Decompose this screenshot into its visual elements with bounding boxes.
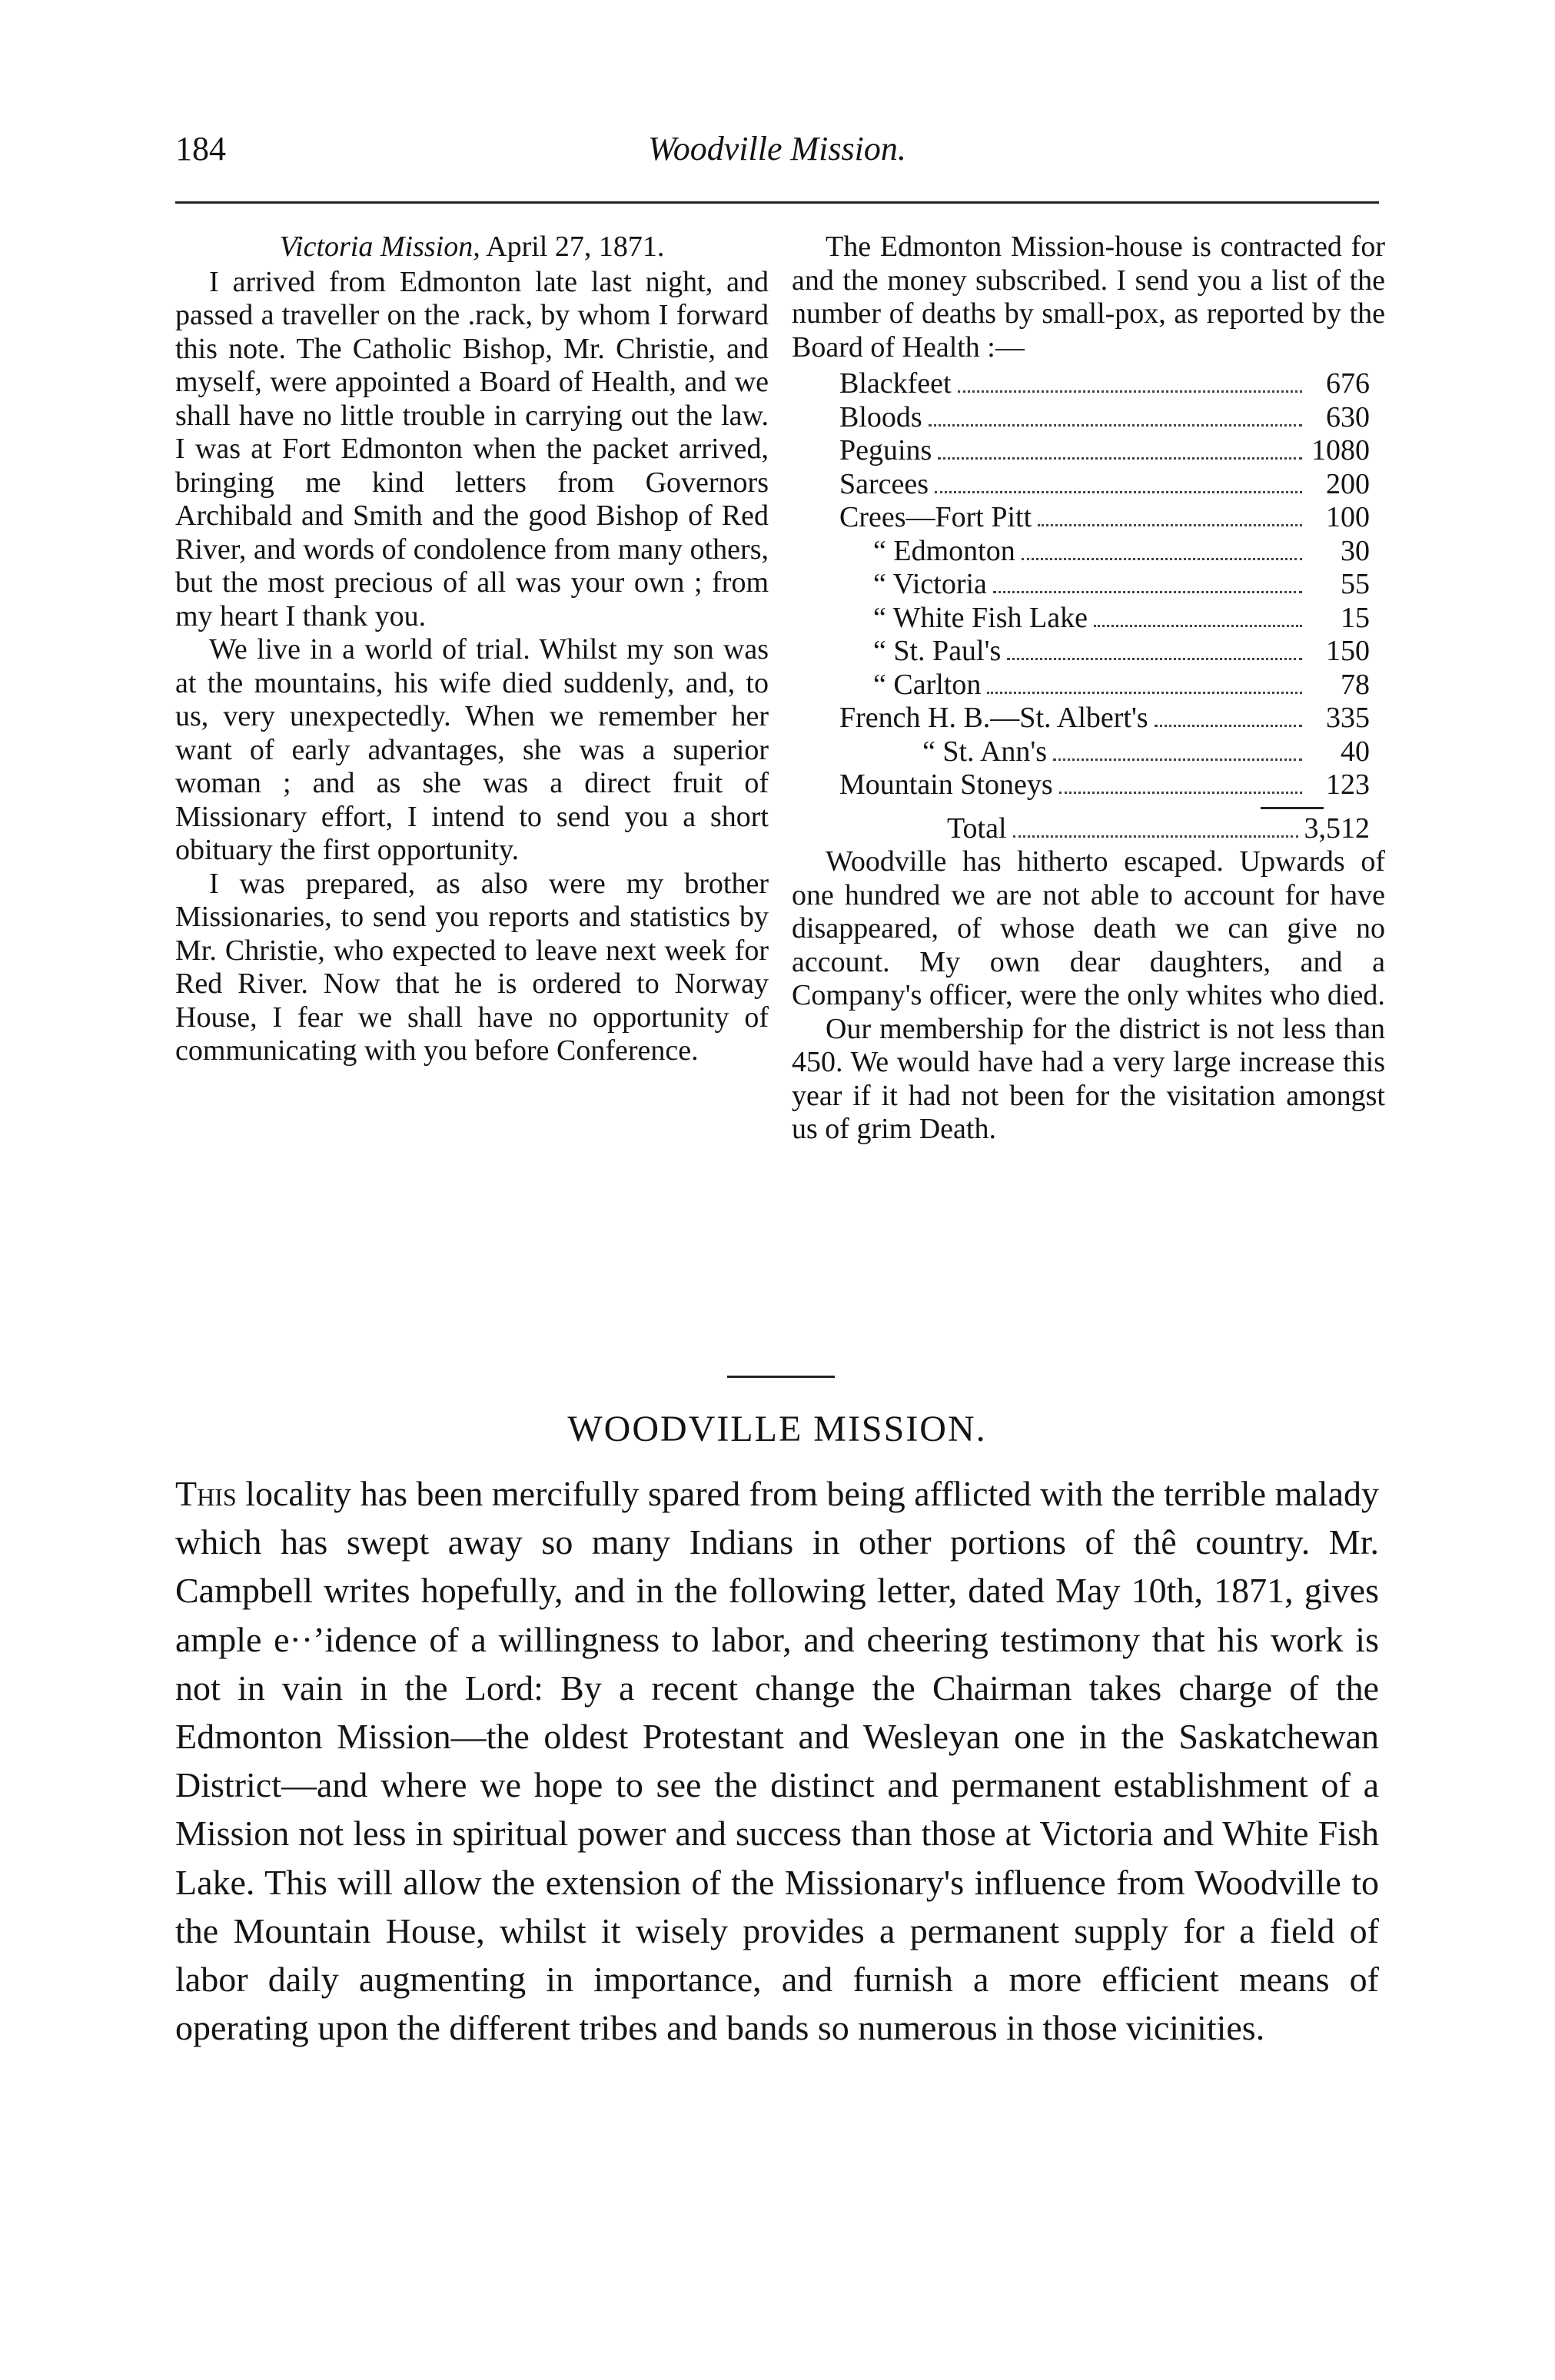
deaths-label: French H. B.—St. Albert's	[839, 702, 1148, 734]
letter-paragraph: Our membership for the district is not less than 450. We would have had a very large increase this year if it had not been for the visitation amongst us of grim Death.	[792, 1012, 1385, 1145]
total-value: 3,512	[1304, 812, 1370, 845]
deaths-row	[839, 434, 1370, 468]
total-rule	[1261, 807, 1324, 809]
letter-paragraph: The Edmonton Mission-house is contracted for and the money subscribed. I send you a list of the number of deaths by small-pox, as reported by the Board of Health :—	[792, 231, 1385, 363]
deaths-row	[839, 535, 1370, 569]
deaths-value: 78	[1341, 668, 1370, 701]
deaths-value: 200	[1326, 467, 1370, 500]
deaths-label: “ White Fish Lake	[873, 601, 1088, 634]
deaths-row	[839, 669, 1370, 702]
running-title: Woodville Mission.	[648, 130, 906, 168]
deaths-row	[839, 702, 1370, 735]
leader-dots	[938, 457, 1302, 460]
deaths-row	[839, 568, 1370, 602]
letter-dateline	[175, 231, 769, 264]
deaths-label: Sarcees	[839, 467, 929, 500]
deaths-row	[839, 367, 1370, 401]
deaths-total-row	[839, 812, 1370, 846]
deaths-value: 40	[1341, 735, 1370, 768]
section-heading: WOODVILLE MISSION.	[567, 1409, 987, 1449]
page-header	[175, 129, 1379, 175]
leader-dots	[987, 692, 1302, 694]
lead-word: This	[175, 1474, 237, 1513]
leader-dots	[1007, 658, 1302, 660]
leader-dots	[1022, 558, 1302, 560]
deaths-row	[839, 401, 1370, 435]
deaths-value: 123	[1326, 768, 1370, 801]
leader-dots	[1053, 758, 1302, 761]
page-number: 184	[175, 130, 226, 168]
deaths-label: Crees—Fort Pitt	[839, 501, 1032, 533]
header-rule	[175, 201, 1379, 204]
leader-dots	[1094, 625, 1302, 627]
letter-paragraph: Woodville has hitherto escaped. Upwards of one hundred we are not able to account for have disappeared, of whose death we can give no account. My own dear daughters, and a Company's officer, were the only whites who died.	[792, 845, 1385, 1011]
letter-right-column	[792, 231, 1385, 1147]
letter-left-column	[175, 231, 769, 1068]
letter-paragraph: I arrived from Edmonton late last night, and passed a traveller on the .rack, by whom I forward this note. The Catholic Bishop, Mr. Christie, and myself, were appointed a Board of Health, and we shall have no little trouble in carrying out the law. I was at Fort Edmonton when the packet arrived, bringing me kind letters from Governors Archibald and Smith and the good Bishop of Red River, and words of condolence from many others, but the most precious of all was your own ; from my heart I thank you.	[175, 265, 769, 632]
leader-dots	[1155, 725, 1302, 727]
leader-dots	[993, 591, 1302, 593]
deaths-value: 55	[1341, 568, 1370, 600]
dateline-date: April 27, 1871.	[480, 231, 665, 263]
deaths-value: 15	[1341, 601, 1370, 634]
deaths-value: 676	[1326, 367, 1370, 400]
section-body-text: locality has been mercifully spared from being afflicted with the terrible malady which has swept away so many Indians in other portions of thê country. Mr. Campbell writes hopefully, and in the following letter, dated May 10th, 1871, gives ample e··’idence of a willingness to labor, and cheering testimony that his work is not in vain in the Lord: By a recent change the Chairman takes charge of the Edmonton Mission—the oldest Protestant and Wesleyan one in the Saskatchewan District—and where we hope to see the distinct and permanent establishment of a Mission not less in spiritual power and success than those at Victoria and White Fish Lake. This will allow the extension of the Missionary's influence from Woodville to the Mountain House, whilst it wisely provides a permanent supply for a field of labor daily augmenting in importance, and furnish a more efficient means of operating upon the different tribes and bands so numerous in those vicinities.	[175, 1474, 1379, 2048]
letter-paragraph: I was prepared, as also were my brother Missionaries, to send you reports and statistics by Mr. Christie, who expected to leave next week for Red River. Now that he is ordered to Norway House, I fear we shall have no opportunity of communicating with you before Conference.	[175, 867, 769, 1067]
leader-dots	[1013, 835, 1298, 838]
leader-dots	[929, 424, 1302, 427]
deaths-label: Bloods	[839, 400, 922, 433]
deaths-row	[839, 635, 1370, 669]
deaths-value: 30	[1341, 534, 1370, 567]
section-body	[175, 1469, 1379, 2052]
deaths-label: “ Carlton	[873, 668, 982, 701]
total-label: Total	[947, 812, 1007, 845]
section-divider	[727, 1376, 835, 1378]
deaths-row	[839, 768, 1370, 802]
deaths-value: 150	[1326, 635, 1370, 667]
leader-dots	[935, 491, 1302, 493]
deaths-value: 1080	[1311, 434, 1370, 466]
deaths-row	[839, 602, 1370, 636]
deaths-label: “ St. Paul's	[873, 635, 1002, 667]
deaths-row	[839, 501, 1370, 535]
deaths-label: Mountain Stoneys	[839, 768, 1053, 801]
deaths-value: 335	[1326, 702, 1370, 734]
deaths-value: 100	[1326, 501, 1370, 533]
deaths-total	[839, 812, 1370, 846]
deaths-label: “ Edmonton	[873, 534, 1015, 567]
deaths-label: “ St. Ann's	[922, 735, 1048, 768]
deaths-row	[839, 735, 1370, 769]
deaths-label: “ Victoria	[873, 568, 987, 600]
dateline-place: Victoria Mission,	[279, 231, 480, 263]
deaths-label: Blackfeet	[839, 367, 952, 400]
smallpox-deaths-table	[839, 367, 1370, 802]
deaths-value: 630	[1326, 400, 1370, 433]
leader-dots	[958, 390, 1302, 393]
leader-dots	[1038, 524, 1302, 526]
deaths-row	[839, 468, 1370, 502]
leader-dots	[1059, 792, 1302, 794]
letter-paragraph: We live in a world of trial. Whilst my son was at the mountains, his wife died suddenly, and, to us, very unexpectedly. When we remember her want of early advantages, she was a superior woman ; and as she was a direct fruit of Missionary effort, I intend to send you a short obituary the first opportunity.	[175, 633, 769, 866]
deaths-label: Peguins	[839, 434, 932, 466]
